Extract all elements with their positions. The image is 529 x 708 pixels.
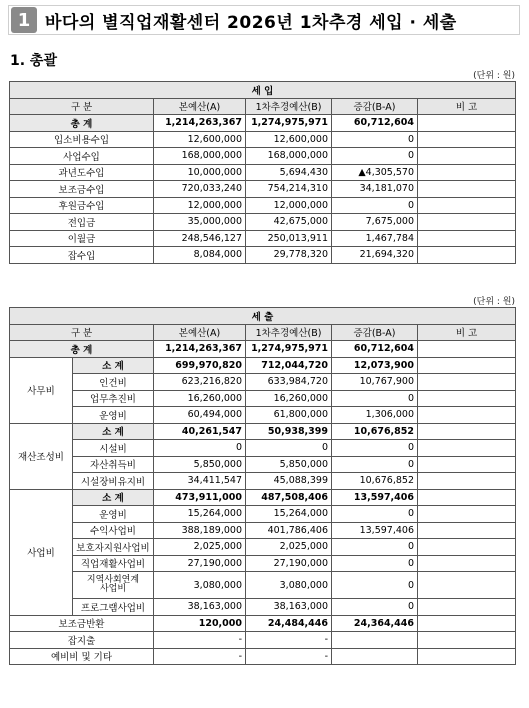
income-row-diff: 34,181,070: [332, 181, 418, 198]
expense-row-label: 프로그램사업비: [73, 599, 154, 616]
expense-row-diff: 13,597,406: [332, 522, 418, 539]
subtotal-row: [10, 489, 516, 506]
income-row-label: 전입금: [10, 214, 154, 231]
table-row: [10, 599, 516, 616]
expense-row-base: 5,850,000: [154, 456, 246, 473]
expense-column-header: 증감(B-A): [332, 324, 418, 341]
income-row-label: 이월금: [10, 230, 154, 247]
expense-row-note: [418, 440, 516, 457]
income-unit-label: (단위 : 원): [473, 71, 515, 81]
income-row-revised: 12,600,000: [246, 131, 332, 148]
expense-row-note: [418, 555, 516, 572]
expense-row-revised: 633,984,720: [246, 374, 332, 391]
income-total-row: [10, 115, 516, 132]
table-row: [10, 648, 516, 665]
income-row-revised: 42,675,000: [246, 214, 332, 231]
expense-heading-row: [10, 308, 516, 325]
expense-column-header: 본예산(A): [154, 324, 246, 341]
expense-extra-diff: [332, 632, 418, 649]
income-row-label: 사업수입: [10, 148, 154, 165]
table-row: [10, 214, 516, 231]
income-row-revised: 250,013,911: [246, 230, 332, 247]
expense-row-diff: 0: [332, 599, 418, 616]
expense-column-header-row: [10, 324, 516, 341]
table-row: [10, 456, 516, 473]
income-row-label: 과년도수입: [10, 164, 154, 181]
expense-row-revised: 45,088,399: [246, 473, 332, 490]
income-row-revised: 29,778,320: [246, 247, 332, 264]
income-row-base: 168,000,000: [154, 148, 246, 165]
table-row: [10, 506, 516, 523]
expense-row-revised: 50,938,399: [246, 423, 332, 440]
expense-row-note: [418, 522, 516, 539]
expense-row-base: 623,216,820: [154, 374, 246, 391]
table-row: [10, 230, 516, 247]
expense-column-header: 1차추경예산(B): [246, 324, 332, 341]
expense-row-diff: 0: [332, 390, 418, 407]
expense-total-row: [10, 341, 516, 358]
expense-row-base: 699,970,820: [154, 357, 246, 374]
expense-row-base: 34,411,547: [154, 473, 246, 490]
income-row-label: 입소비용수입: [10, 131, 154, 148]
expense-row-note: [418, 390, 516, 407]
income-total-label: 총 계: [10, 115, 154, 132]
expense-row-revised: 27,190,000: [246, 555, 332, 572]
expense-row-revised: 3,080,000: [246, 572, 332, 599]
income-row-base: 10,000,000: [154, 164, 246, 181]
expense-row-label: 인건비: [73, 374, 154, 391]
table-row: [10, 148, 516, 165]
title-bar: [8, 5, 520, 35]
expense-column-header: 구 분: [10, 324, 154, 341]
table-row: [10, 164, 516, 181]
income-row-note: [418, 230, 516, 247]
table-row: [10, 473, 516, 490]
expense-row-base: 27,190,000: [154, 555, 246, 572]
expense-row-base: 2,025,000: [154, 539, 246, 556]
expense-row-diff: 12,073,900: [332, 357, 418, 374]
expense-extra-base: -: [154, 648, 246, 665]
income-row-revised: 754,214,310: [246, 181, 332, 198]
expense-row-revised: 0: [246, 440, 332, 457]
table-row: [10, 247, 516, 264]
section-heading: 1. 총괄: [10, 53, 57, 69]
income-row-note: [418, 148, 516, 165]
table-row: [10, 181, 516, 198]
income-row-revised: 168,000,000: [246, 148, 332, 165]
expense-row-base: 473,911,000: [154, 489, 246, 506]
expense-row-note: [418, 489, 516, 506]
expense-unit-label: (단위 : 원): [473, 297, 515, 307]
expense-row-base: 38,163,000: [154, 599, 246, 616]
income-row-note: [418, 247, 516, 264]
expense-row-label: 소 계: [73, 357, 154, 374]
income-total-diff: 60,712,604: [332, 115, 418, 132]
expense-row-base: 60,494,000: [154, 407, 246, 424]
expense-row-base: 15,264,000: [154, 506, 246, 523]
expense-extra-label: 보조금반환: [10, 615, 154, 632]
income-row-note: [418, 164, 516, 181]
table-row: [10, 555, 516, 572]
expense-extra-base: 120,000: [154, 615, 246, 632]
expense-row-note: [418, 357, 516, 374]
expense-total-revised: 1,274,975,971: [246, 341, 332, 358]
income-row-base: 12,000,000: [154, 197, 246, 214]
expense-extra-label: 예비비 및 기타: [10, 648, 154, 665]
expense-row-label: 수익사업비: [73, 522, 154, 539]
expense-total-base: 1,214,263,367: [154, 341, 246, 358]
income-row-diff: 7,675,000: [332, 214, 418, 231]
expense-extra-diff: 24,364,446: [332, 615, 418, 632]
expense-row-label: 시설장비유지비: [73, 473, 154, 490]
expense-row-diff: 1,306,000: [332, 407, 418, 424]
income-row-note: [418, 131, 516, 148]
expense-row-revised: 5,850,000: [246, 456, 332, 473]
expense-row-diff: 0: [332, 555, 418, 572]
income-heading-row: [10, 82, 516, 99]
expense-row-note: [418, 407, 516, 424]
income-total-base: 1,214,263,367: [154, 115, 246, 132]
income-row-base: 35,000,000: [154, 214, 246, 231]
income-row-revised: 5,694,430: [246, 164, 332, 181]
income-row-base: 12,600,000: [154, 131, 246, 148]
table-row: [10, 539, 516, 556]
expense-extra-revised: -: [246, 648, 332, 665]
income-row-diff: 1,467,784: [332, 230, 418, 247]
expense-extra-note: [418, 615, 516, 632]
expense-column-header: 비 고: [418, 324, 516, 341]
income-row-label: 보조금수입: [10, 181, 154, 198]
expense-row-diff: 0: [332, 539, 418, 556]
expense-row-label: 업무추진비: [73, 390, 154, 407]
subtotal-row: [10, 357, 516, 374]
expense-row-revised: 2,025,000: [246, 539, 332, 556]
table-row: [10, 522, 516, 539]
expense-row-note: [418, 374, 516, 391]
table-row: [10, 374, 516, 391]
expense-row-note: [418, 572, 516, 599]
expense-row-base: 40,261,547: [154, 423, 246, 440]
expense-extra-label: 잡지출: [10, 632, 154, 649]
income-row-label: 후원금수입: [10, 197, 154, 214]
expense-row-revised: 487,508,406: [246, 489, 332, 506]
expense-extra-revised: 24,484,446: [246, 615, 332, 632]
expense-row-revised: 401,786,406: [246, 522, 332, 539]
expense-group-name: 재산조성비: [10, 423, 73, 489]
table-row: [10, 440, 516, 457]
expense-row-base: 388,189,000: [154, 522, 246, 539]
expense-row-note: [418, 473, 516, 490]
expense-row-label: 운영비: [73, 407, 154, 424]
expense-section-heading: 세 출: [10, 308, 516, 325]
expense-extra-base: -: [154, 632, 246, 649]
income-column-header: 비 고: [418, 98, 516, 115]
expense-extra-note: [418, 648, 516, 665]
expense-group-name: 사업비: [10, 489, 73, 615]
income-section-heading: 세 입: [10, 82, 516, 99]
table-row: [10, 407, 516, 424]
expense-row-label: 소 계: [73, 489, 154, 506]
income-column-header: 본예산(A): [154, 98, 246, 115]
income-row-revised: 12,000,000: [246, 197, 332, 214]
table-row: [10, 197, 516, 214]
expense-total-diff: 60,712,604: [332, 341, 418, 358]
expense-row-label: 지역사회연계 사업비: [73, 572, 154, 599]
income-row-diff: 0: [332, 197, 418, 214]
expense-row-label: 직업재활사업비: [73, 555, 154, 572]
income-column-header: 1차추경예산(B): [246, 98, 332, 115]
expense-total-label: 총 계: [10, 341, 154, 358]
table-row: [10, 632, 516, 649]
expense-row-note: [418, 599, 516, 616]
expense-row-revised: 16,260,000: [246, 390, 332, 407]
expense-row-revised: 15,264,000: [246, 506, 332, 523]
table-row: [10, 131, 516, 148]
expense-row-diff: 0: [332, 506, 418, 523]
expense-total-note: [418, 341, 516, 358]
expense-row-diff: 13,597,406: [332, 489, 418, 506]
expense-row-diff: 10,767,900: [332, 374, 418, 391]
income-total-revised: 1,274,975,971: [246, 115, 332, 132]
income-row-note: [418, 214, 516, 231]
expense-row-note: [418, 456, 516, 473]
expense-row-diff: 10,676,852: [332, 473, 418, 490]
expense-row-base: 16,260,000: [154, 390, 246, 407]
expense-row-note: [418, 539, 516, 556]
expense-row-label: 자산취득비: [73, 456, 154, 473]
income-row-note: [418, 181, 516, 198]
table-row: [10, 390, 516, 407]
income-row-base: 248,546,127: [154, 230, 246, 247]
income-column-header: 구 분: [10, 98, 154, 115]
income-row-label: 잡수입: [10, 247, 154, 264]
expense-row-note: [418, 506, 516, 523]
income-table: [9, 81, 516, 264]
expense-row-note: [418, 423, 516, 440]
income-row-base: 720,033,240: [154, 181, 246, 198]
expense-extra-revised: -: [246, 632, 332, 649]
expense-row-diff: 0: [332, 572, 418, 599]
expense-row-diff: 0: [332, 440, 418, 457]
table-row: [10, 615, 516, 632]
expense-row-diff: 0: [332, 456, 418, 473]
expense-row-revised: 712,044,720: [246, 357, 332, 374]
expense-group-name: 사무비: [10, 357, 73, 423]
income-column-header-row: [10, 98, 516, 115]
income-row-base: 8,084,000: [154, 247, 246, 264]
table-row: [10, 572, 516, 599]
income-row-diff: ▲4,305,570: [332, 164, 418, 181]
title-number-badge: 1: [11, 7, 37, 33]
expense-row-label: 운영비: [73, 506, 154, 523]
expense-row-base: 0: [154, 440, 246, 457]
income-row-diff: 0: [332, 148, 418, 165]
expense-extra-diff: [332, 648, 418, 665]
income-total-note: [418, 115, 516, 132]
income-column-header: 증감(B-A): [332, 98, 418, 115]
expense-row-revised: 61,800,000: [246, 407, 332, 424]
subtotal-row: [10, 423, 516, 440]
expense-row-revised: 38,163,000: [246, 599, 332, 616]
expense-row-label: 소 계: [73, 423, 154, 440]
expense-table: [9, 307, 516, 665]
expense-row-label: 보호자지원사업비: [73, 539, 154, 556]
page-title: 바다의 별직업재활센터 2026년 1차추경 세입 · 세출: [45, 12, 457, 33]
expense-row-diff: 10,676,852: [332, 423, 418, 440]
income-row-diff: 21,694,320: [332, 247, 418, 264]
expense-row-label: 시설비: [73, 440, 154, 457]
income-row-diff: 0: [332, 131, 418, 148]
expense-row-base: 3,080,000: [154, 572, 246, 599]
income-row-note: [418, 197, 516, 214]
expense-extra-note: [418, 632, 516, 649]
